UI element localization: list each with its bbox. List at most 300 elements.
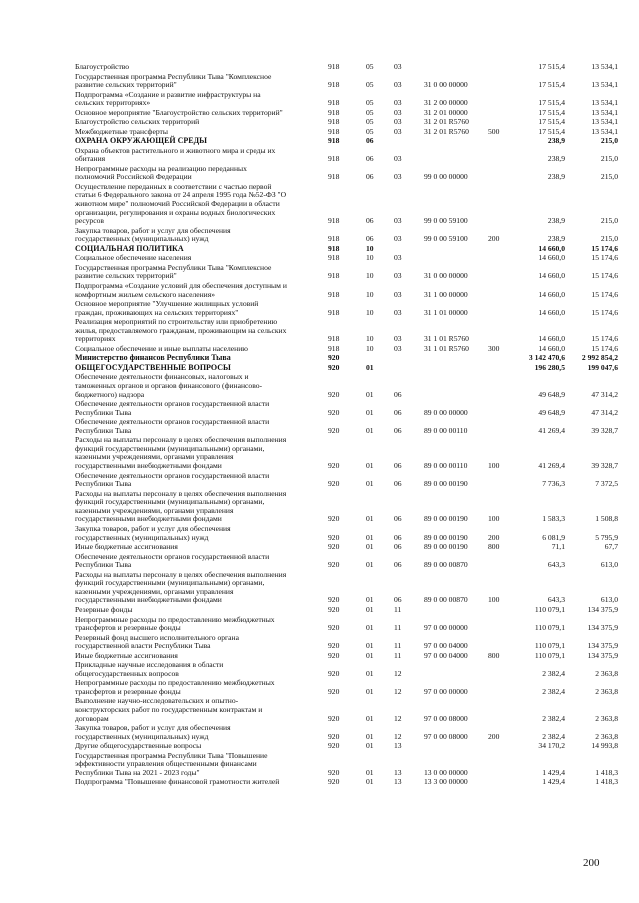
amount-year-2: 15 174,6	[591, 271, 618, 281]
amount-year-1: 238,9	[547, 216, 565, 226]
amount-year-1: 17 515,4	[538, 107, 565, 117]
row-name	[75, 254, 325, 263]
expense-type-code: 800	[488, 542, 500, 552]
ministry-code: 920	[328, 641, 340, 651]
ministry-code: 920	[328, 595, 340, 605]
amount-year-2: 7 372,5	[595, 479, 618, 489]
table-row	[0, 364, 639, 373]
row-name-line: государственными внебюджетными фондами	[75, 514, 222, 524]
section-code: 10	[366, 271, 374, 281]
amount-year-1: 14 660,0	[538, 343, 565, 353]
amount-year-1: 1 583,3	[542, 514, 565, 524]
section-code: 10	[366, 334, 374, 344]
ministry-code: 920	[328, 407, 340, 417]
amount-year-2: 613,0	[600, 595, 618, 605]
ministry-code: 920	[328, 425, 340, 435]
subsection-code: 03	[394, 289, 402, 299]
expense-type-code: 200	[488, 532, 500, 542]
subsection-code: 03	[394, 107, 402, 117]
amount-year-1: 14 660,0	[538, 271, 565, 281]
amount-year-2: 1 418,3	[595, 767, 618, 777]
amount-year-2: 1 418,3	[595, 777, 618, 787]
row-name	[75, 183, 325, 226]
ministry-code: 920	[328, 353, 340, 363]
amount-year-2: 47 314,2	[591, 389, 618, 399]
section-code: 06	[366, 172, 374, 182]
amount-year-1: 17 515,4	[538, 80, 565, 90]
amount-year-2: 15 174,6	[591, 343, 618, 353]
row-name-line: государственными внебюджетными фондами	[75, 461, 222, 471]
section-code: 06	[366, 216, 374, 226]
section-code: 01	[366, 650, 374, 660]
amount-year-2: 13 534,1	[591, 117, 618, 127]
table-row	[0, 73, 639, 90]
amount-year-1: 238,9	[547, 154, 565, 164]
row-name-line: Республики Тыва на 2021 - 2023 годы"	[75, 767, 200, 777]
amount-year-1: 1 429,4	[542, 767, 565, 777]
table-row	[0, 472, 639, 489]
subsection-code: 03	[394, 126, 402, 136]
row-name-line: Обеспечение деятельности органов государственной власти	[75, 551, 270, 561]
table-row	[0, 63, 639, 72]
table-row	[0, 264, 639, 281]
amount-year-1: 6 081,9	[542, 532, 565, 542]
table-row	[0, 616, 639, 633]
row-name	[75, 282, 325, 299]
subsection-code: 03	[394, 234, 402, 244]
target-article-code: 99 0 00 59100	[424, 234, 468, 244]
table-row	[0, 490, 639, 524]
amount-year-2: 134 375,9	[587, 641, 618, 651]
ministry-code: 918	[328, 62, 340, 71]
row-name-line: Социальное обеспечение населения	[75, 253, 192, 263]
ministry-code: 918	[328, 253, 340, 263]
subsection-code: 06	[394, 479, 402, 489]
table-row	[0, 354, 639, 363]
section-code: 10	[366, 343, 374, 353]
subsection-code: 06	[394, 595, 402, 605]
section-code: 01	[366, 713, 374, 723]
table-row	[0, 91, 639, 108]
row-name	[75, 661, 325, 678]
amount-year-2: 215,0	[600, 216, 618, 226]
table-row	[0, 571, 639, 605]
ministry-code: 918	[328, 271, 340, 281]
section-code: 05	[366, 117, 374, 127]
target-article-code: 89 0 00 00190	[424, 514, 468, 524]
row-name-line: ресурсов	[75, 216, 104, 226]
section-code: 01	[366, 686, 374, 696]
row-name	[75, 318, 325, 344]
row-name-line: комфортным жильем сельского населения»	[75, 289, 216, 299]
amount-year-1: 643,3	[547, 595, 565, 605]
target-article-code: 31 0 00 00000	[424, 271, 468, 281]
row-name-line: Социальное обеспечение и иные выплаты населению	[75, 343, 248, 353]
row-name	[75, 418, 325, 435]
row-name	[75, 752, 325, 778]
row-name-line: Обеспечение деятельности финансовых, налоговых и	[75, 372, 249, 382]
subsection-code: 03	[394, 154, 402, 164]
subsection-code: 06	[394, 425, 402, 435]
amount-year-1: 196 280,5	[534, 362, 565, 372]
subsection-code: 03	[394, 172, 402, 182]
row-name-line: организации, регулирования и охраны водных биологических	[75, 207, 276, 217]
ministry-code: 920	[328, 362, 340, 372]
amount-year-2: 13 534,1	[591, 107, 618, 117]
row-name-line: государственных (муниципальных) нужд	[75, 532, 209, 542]
row-name-line: Иные бюджетные ассигнования	[75, 650, 178, 660]
table-row	[0, 525, 639, 542]
row-name	[75, 742, 325, 751]
subsection-code: 03	[394, 117, 402, 127]
row-name-line: Обеспечение деятельности органов государственной власти	[75, 399, 270, 409]
target-article-code: 31 1 01 R5760	[424, 334, 469, 344]
amount-year-1: 238,9	[547, 172, 565, 182]
row-name-line: животном мире" полномочий Российской Федерации в области	[75, 199, 280, 209]
table-row	[0, 679, 639, 696]
amount-year-1: 71,1	[551, 542, 565, 552]
section-code: 01	[366, 605, 374, 614]
target-article-code: 89 0 00 00190	[424, 532, 468, 542]
target-article-code: 97 0 00 00000	[424, 686, 468, 696]
row-name	[75, 571, 325, 605]
ministry-code: 918	[328, 243, 340, 253]
subsection-code: 03	[394, 98, 402, 108]
table-row	[0, 697, 639, 723]
row-name	[75, 724, 325, 741]
amount-year-2: 13 534,1	[591, 126, 618, 136]
amount-year-1: 643,3	[547, 560, 565, 570]
table-row	[0, 147, 639, 164]
amount-year-1: 2 382,4	[542, 731, 565, 741]
row-name-line: бюджетного) надзора	[75, 389, 145, 399]
amount-year-2: 5 795,9	[595, 532, 618, 542]
row-name-line: Обеспечение деятельности органов государственной власти	[75, 417, 270, 427]
row-name-line: Государственная программа Республики Тыва "Комплексное	[75, 71, 272, 81]
table-row	[0, 724, 639, 741]
row-name-line: функций государственными (муниципальными) органами,	[75, 578, 265, 588]
row-name-line: Непрограммные расходы по предоставлению межбюджетных	[75, 678, 275, 688]
amount-year-1: 110 079,1	[534, 605, 565, 614]
row-name-line: Прикладные научные исследования в области	[75, 660, 224, 670]
subsection-code: 13	[394, 777, 402, 787]
ministry-code: 918	[328, 307, 340, 317]
section-code: 01	[366, 595, 374, 605]
ministry-code: 920	[328, 650, 340, 660]
amount-year-2: 215,0	[600, 234, 618, 244]
subsection-code: 12	[394, 731, 402, 741]
table-row	[0, 227, 639, 244]
row-name-line: казенными учреждениями, органами управления	[75, 586, 234, 596]
page-number: 200	[583, 857, 600, 869]
subsection-code: 11	[394, 650, 402, 660]
target-article-code: 31 1 01 R5760	[424, 343, 469, 353]
row-name-line: ОБЩЕГОСУДАРСТВЕННЫЕ ВОПРОСЫ	[75, 362, 231, 372]
section-code: 01	[366, 731, 374, 741]
table-row	[0, 436, 639, 470]
target-article-code: 13 3 00 00000	[424, 777, 468, 787]
row-name	[75, 373, 325, 399]
row-name-line: Республики Тыва	[75, 407, 132, 417]
section-code: 06	[366, 136, 374, 146]
table-row	[0, 742, 639, 751]
amount-year-2: 2 363,8	[595, 731, 618, 741]
target-article-code: 89 0 00 00190	[424, 479, 468, 489]
ministry-code: 918	[328, 80, 340, 90]
row-name	[75, 436, 325, 470]
row-name-line: Государственная программа Республики Тыва "Повышение	[75, 750, 268, 760]
row-name-line: конструкторских работ по государственным контрактам и	[75, 704, 263, 714]
ministry-code: 920	[328, 777, 340, 787]
row-name-line: Другие общегосударственные вопросы	[75, 741, 202, 751]
subsection-code: 12	[394, 668, 402, 678]
table-row	[0, 553, 639, 570]
row-name-line: Расходы на выплаты персоналу в целях обеспечения выполнения	[75, 569, 287, 579]
table-row	[0, 254, 639, 263]
subsection-code: 03	[394, 62, 402, 71]
expense-type-code: 300	[488, 343, 500, 353]
row-name-line: Закупка товаров, работ и услуг для обеспечения	[75, 524, 231, 533]
amount-year-1: 17 515,4	[538, 98, 565, 108]
row-name-line: казенными учреждениями, органами управления	[75, 505, 234, 515]
row-name-line: государственными внебюджетными фондами	[75, 595, 222, 605]
table-row	[0, 300, 639, 317]
expense-type-code: 500	[488, 126, 500, 136]
amount-year-2: 199 047,6	[587, 362, 618, 372]
section-code: 05	[366, 62, 374, 71]
row-name-line: Закупка товаров, работ и услуг для обеспечения	[75, 723, 231, 733]
section-code: 05	[366, 107, 374, 117]
amount-year-2: 13 534,1	[591, 80, 618, 90]
row-name-line: договорам	[75, 713, 109, 723]
row-name	[75, 73, 325, 90]
ministry-code: 920	[328, 605, 340, 614]
target-article-code: 31 2 01 R5760	[424, 117, 469, 127]
row-name-line: Расходы на выплаты персоналу в целях обеспечения выполнения	[75, 488, 287, 498]
row-name	[75, 679, 325, 696]
row-name-line: Министерство финансов Республики Тыва	[75, 353, 231, 363]
amount-year-1: 238,9	[547, 234, 565, 244]
amount-year-2: 14 993,8	[591, 741, 618, 751]
section-code: 10	[366, 289, 374, 299]
row-name-line: Благоустройство	[75, 62, 130, 71]
target-article-code: 97 0 00 04000	[424, 641, 468, 651]
row-name	[75, 490, 325, 524]
row-name	[75, 91, 325, 108]
row-name	[75, 109, 325, 118]
subsection-code: 06	[394, 532, 402, 542]
table-row	[0, 652, 639, 661]
ministry-code: 918	[328, 334, 340, 344]
amount-year-2: 15 174,6	[591, 334, 618, 344]
subsection-code: 03	[394, 80, 402, 90]
amount-year-2: 39 328,7	[591, 461, 618, 471]
expense-type-code: 100	[488, 595, 500, 605]
amount-year-1: 14 660,0	[538, 289, 565, 299]
row-name-line: полномочий Российской Федерации	[75, 172, 192, 182]
subsection-code: 11	[394, 605, 402, 614]
section-code: 01	[366, 479, 374, 489]
ministry-code: 920	[328, 560, 340, 570]
amount-year-1: 3 142 470,6	[528, 353, 565, 363]
table-row	[0, 345, 639, 354]
row-name-line: эффективности управления общественными финансами	[75, 759, 257, 769]
target-article-code: 89 0 00 00870	[424, 595, 468, 605]
subsection-code: 11	[394, 641, 402, 651]
row-name-line: Подпрограмма "Повышение финансовой грамотности жителей	[75, 777, 280, 787]
expense-type-code: 800	[488, 650, 500, 660]
amount-year-1: 110 079,1	[534, 650, 565, 660]
subsection-code: 06	[394, 542, 402, 552]
table-row	[0, 109, 639, 118]
row-name-line: Иные бюджетные ассигнования	[75, 542, 178, 552]
row-name	[75, 264, 325, 281]
row-name-line: Подпрограмма «Создание и развитие инфраструктуры на	[75, 89, 261, 99]
row-name-line: Благоустройство сельских территорий	[75, 117, 200, 127]
amount-year-1: 1 429,4	[542, 777, 565, 787]
row-name	[75, 227, 325, 244]
amount-year-1: 41 269,4	[538, 461, 565, 471]
ministry-code: 920	[328, 767, 340, 777]
row-name-line: таможенных органов и органов финансового (финансово-	[75, 380, 263, 390]
row-name-line: функций государственными (муниципальными) органами,	[75, 443, 265, 453]
section-code: 01	[366, 623, 374, 633]
row-name	[75, 245, 325, 254]
row-name-line: Государственная программа Республики Тыва "Комплексное	[75, 262, 272, 272]
section-code: 10	[366, 253, 374, 263]
amount-year-2: 613,0	[600, 560, 618, 570]
ministry-code: 918	[328, 289, 340, 299]
row-name	[75, 137, 325, 146]
target-article-code: 31 1 00 00000	[424, 289, 468, 299]
row-name-line: граждан, проживающих на сельских территориях"	[75, 307, 239, 317]
ministry-code: 920	[328, 623, 340, 633]
amount-year-2: 215,0	[600, 154, 618, 164]
section-code: 01	[366, 514, 374, 524]
amount-year-2: 15 174,6	[591, 253, 618, 263]
ministry-code: 920	[328, 686, 340, 696]
ministry-code: 918	[328, 154, 340, 164]
row-name	[75, 543, 325, 552]
amount-year-2: 134 375,9	[587, 605, 618, 614]
table-row	[0, 137, 639, 146]
section-code: 01	[366, 741, 374, 751]
row-name-line: трансфертов и резервные фонды	[75, 686, 181, 696]
row-name-line: Охрана объектов растительного и животного мира и среды их	[75, 145, 276, 155]
row-name-line: Закупка товаров, работ и услуг для обеспечения	[75, 225, 231, 235]
ministry-code: 920	[328, 514, 340, 524]
row-name-line: развитие сельских территорий"	[75, 271, 177, 281]
row-name-line: Подпрограмма «Создание условий для обеспечения доступным и	[75, 281, 287, 290]
row-name-line: государственных (муниципальных) нужд	[75, 731, 209, 741]
row-name-line: трансфертов и резервные фонды	[75, 623, 181, 633]
subsection-code: 12	[394, 686, 402, 696]
row-name	[75, 364, 325, 373]
row-name-line: жилья, предоставляемого гражданам, проживающим на сельских	[75, 325, 287, 335]
amount-year-1: 17 515,4	[538, 62, 565, 71]
row-name-line: Обеспечение деятельности органов государственной власти	[75, 470, 270, 480]
row-name-line: функций государственными (муниципальными) органами,	[75, 497, 265, 507]
ministry-code: 920	[328, 479, 340, 489]
row-name-line: государственной власти Республики Тыва	[75, 641, 211, 651]
ministry-code: 918	[328, 234, 340, 244]
target-article-code: 89 0 00 00000	[424, 407, 468, 417]
row-name	[75, 300, 325, 317]
table-row	[0, 373, 639, 399]
amount-year-2: 134 375,9	[587, 650, 618, 660]
amount-year-1: 238,9	[547, 136, 565, 146]
ministry-code: 920	[328, 542, 340, 552]
row-name-line: Республики Тыва	[75, 560, 132, 570]
row-name	[75, 652, 325, 661]
subsection-code: 06	[394, 461, 402, 471]
row-name	[75, 606, 325, 615]
row-name-line: Реализация мероприятий по строительству или приобретению	[75, 317, 278, 327]
target-article-code: 31 2 01 00000	[424, 107, 468, 117]
subsection-code: 11	[394, 623, 402, 633]
amount-year-1: 2 382,4	[542, 713, 565, 723]
ministry-code: 920	[328, 461, 340, 471]
expense-type-code: 100	[488, 514, 500, 524]
amount-year-2: 13 534,1	[591, 98, 618, 108]
section-code: 10	[366, 243, 374, 253]
row-name-line: обитания	[75, 154, 106, 164]
expense-type-code: 100	[488, 461, 500, 471]
row-name	[75, 147, 325, 164]
row-name-line: Резервный фонд высшего исполнительного органа	[75, 632, 239, 642]
table-row	[0, 606, 639, 615]
subsection-code: 03	[394, 271, 402, 281]
row-name-line: Межбюджетные трансферты	[75, 126, 168, 136]
row-name	[75, 63, 325, 72]
section-code: 01	[366, 532, 374, 542]
target-article-code: 89 0 00 00110	[424, 425, 468, 435]
row-name-line: СОЦИАЛЬНАЯ ПОЛИТИКА	[75, 243, 184, 253]
section-code: 10	[366, 307, 374, 317]
amount-year-2: 39 328,7	[591, 425, 618, 435]
ministry-code: 920	[328, 731, 340, 741]
amount-year-2: 2 363,8	[595, 686, 618, 696]
section-code: 01	[366, 560, 374, 570]
row-name	[75, 128, 325, 137]
row-name-line: Основное мероприятие "Улучшение жилищных условий	[75, 299, 259, 309]
amount-year-1: 2 382,4	[542, 686, 565, 696]
section-code: 01	[366, 425, 374, 435]
section-code: 01	[366, 362, 374, 372]
ministry-code: 920	[328, 713, 340, 723]
amount-year-1: 49 648,9	[538, 407, 565, 417]
table-row	[0, 128, 639, 137]
target-article-code: 97 0 00 00000	[424, 623, 468, 633]
target-article-code: 89 0 00 00870	[424, 560, 468, 570]
target-article-code: 31 2 00 00000	[424, 98, 468, 108]
ministry-code: 918	[328, 136, 340, 146]
amount-year-1: 14 660,0	[538, 243, 565, 253]
row-name-line: общегосударственных вопросов	[75, 668, 179, 678]
section-code: 05	[366, 126, 374, 136]
row-name	[75, 354, 325, 363]
row-name	[75, 634, 325, 651]
row-name-line: Расходы на выплаты персоналу в целях обеспечения выполнения	[75, 435, 287, 445]
amount-year-1: 49 648,9	[538, 389, 565, 399]
target-article-code: 97 0 00 04000	[424, 650, 468, 660]
table-row	[0, 165, 639, 182]
amount-year-2: 134 375,9	[587, 623, 618, 633]
amount-year-1: 14 660,0	[538, 253, 565, 263]
subsection-code: 06	[394, 389, 402, 399]
section-code: 01	[366, 767, 374, 777]
table-row	[0, 118, 639, 127]
